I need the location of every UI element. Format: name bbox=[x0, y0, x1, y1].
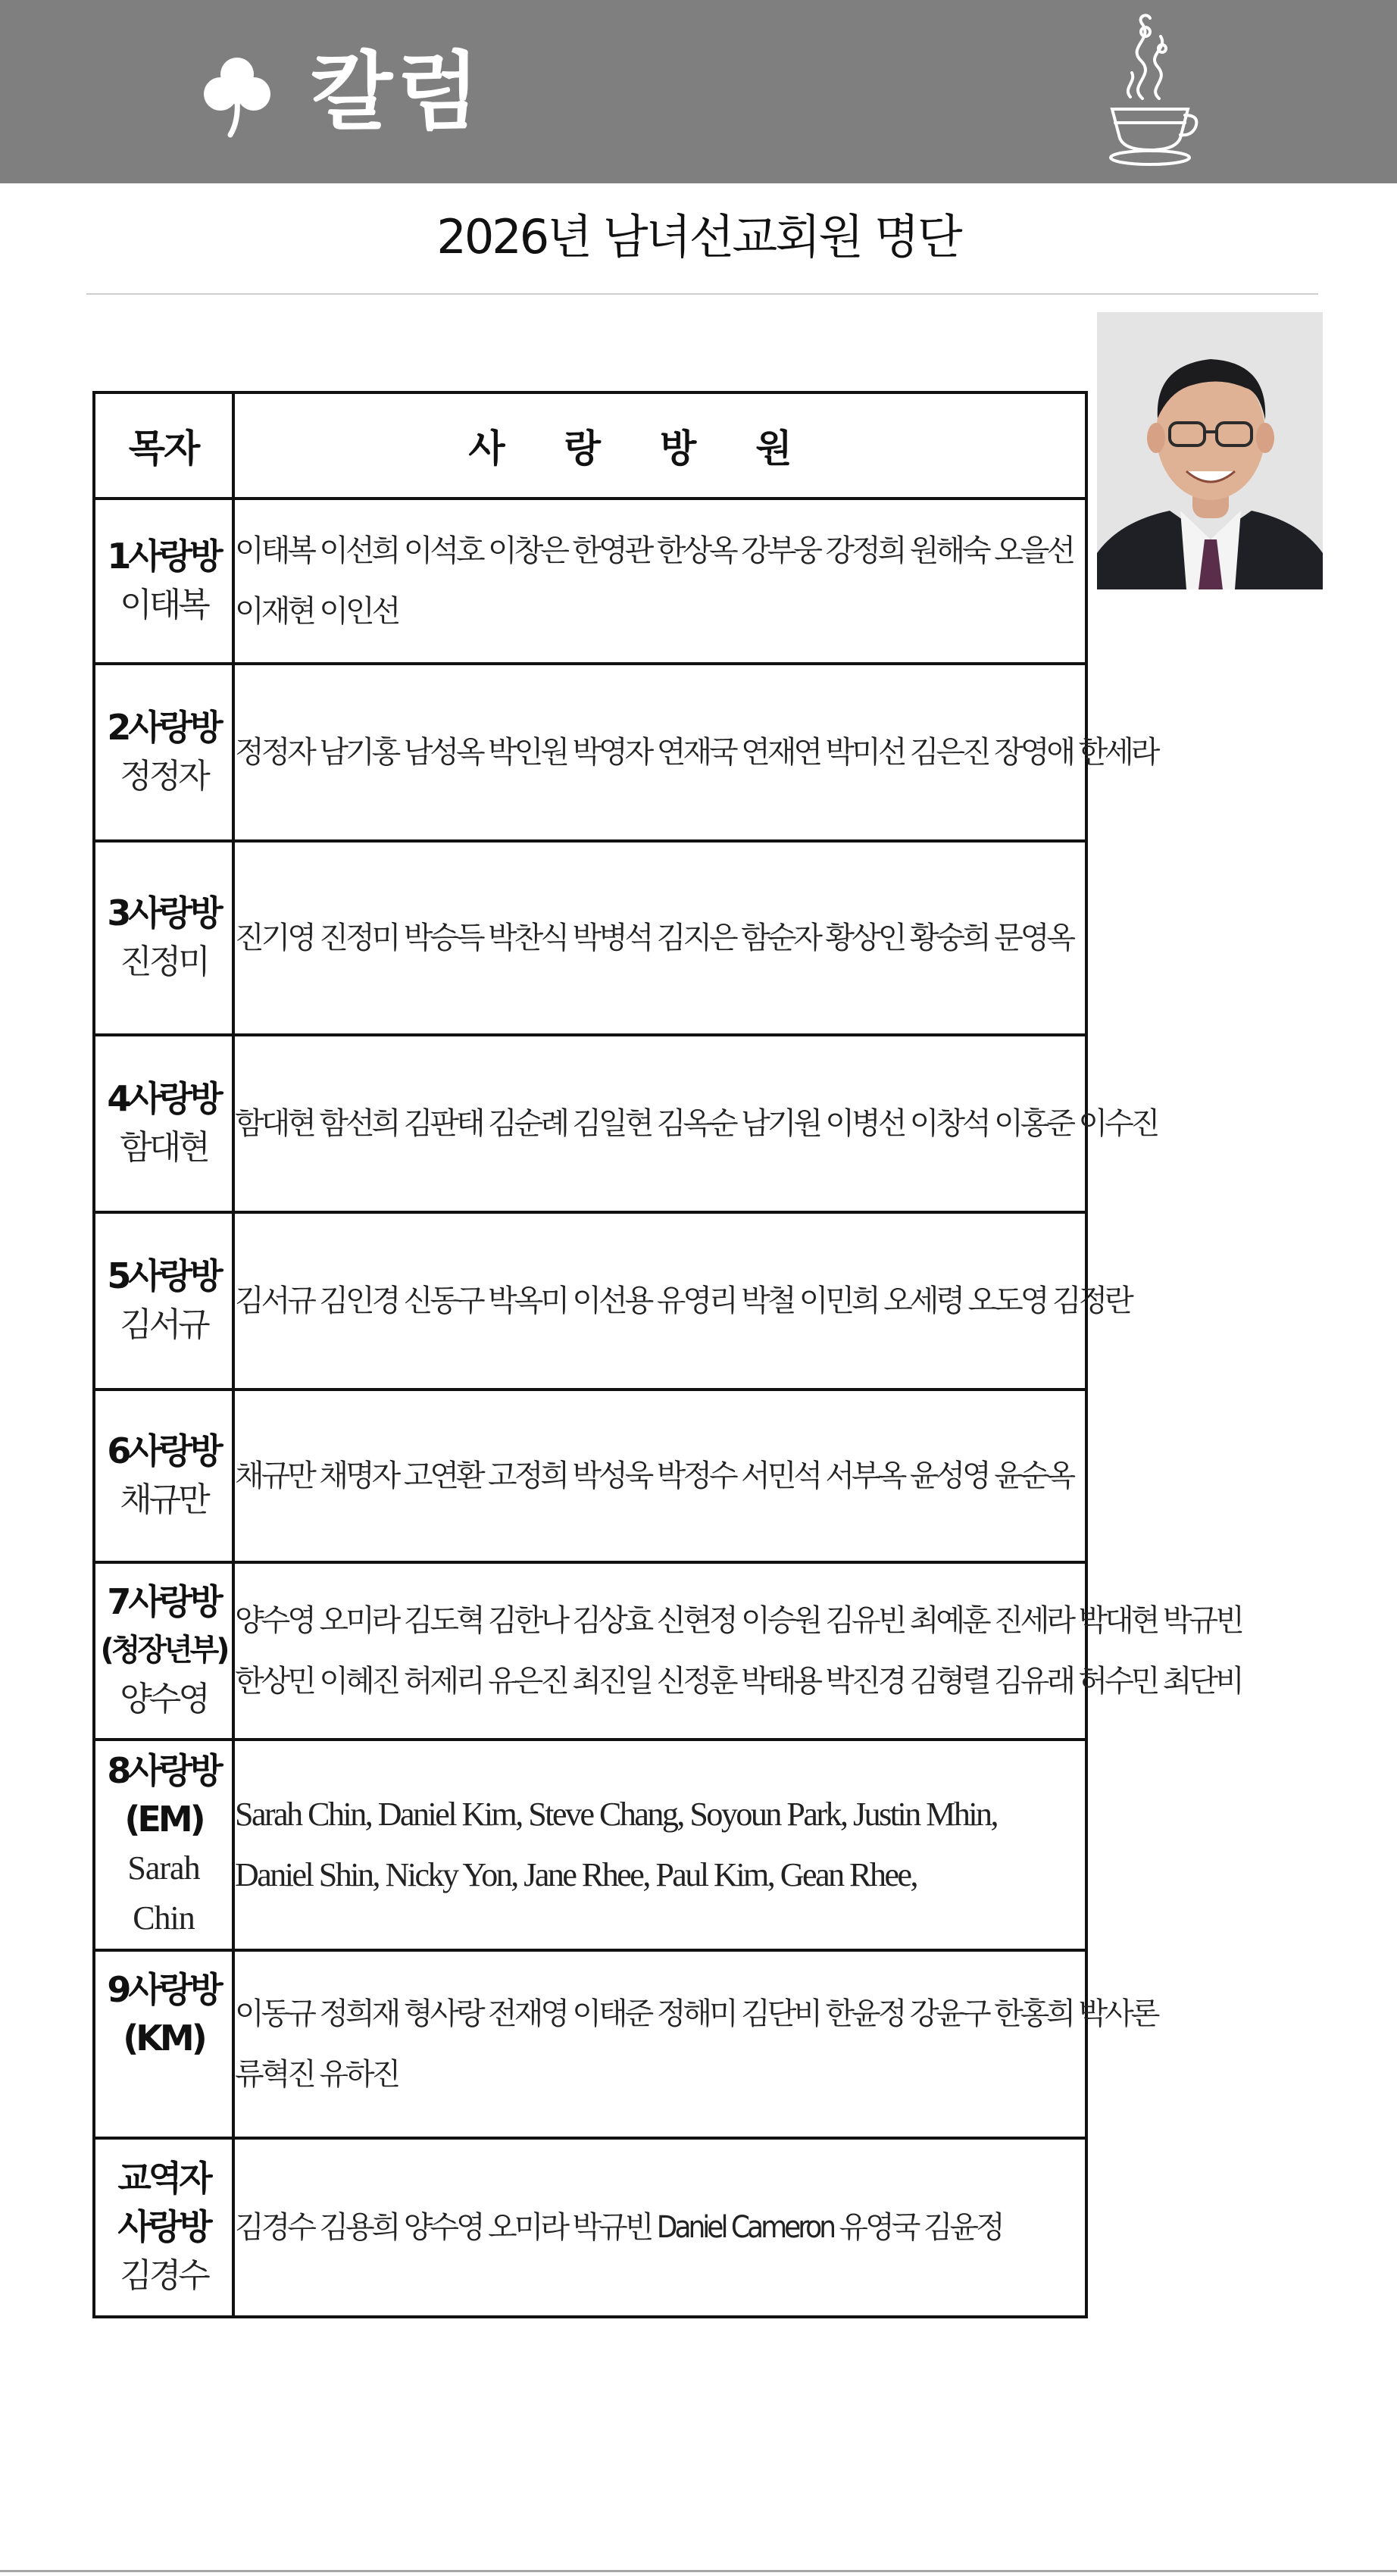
member-list: 함대현 함선희 김판태 김순례 김일현 김옥순 남기원 이병선 이창석 이홍준 이수진 bbox=[235, 1106, 1158, 1141]
group-cell bbox=[94, 1950, 233, 2138]
group-leader: 김경수 bbox=[120, 2256, 208, 2295]
table-row bbox=[94, 1562, 1086, 1740]
group-leader-surname: Chin bbox=[133, 1899, 195, 1937]
table-row bbox=[94, 1390, 1086, 1562]
table-row bbox=[94, 499, 1086, 664]
table-row bbox=[94, 664, 1086, 841]
member-list: 채규만 채명자 고연환 고정희 박성욱 박정수 서민석 서부옥 윤성영 윤순옥 bbox=[235, 1458, 1074, 1493]
member-cell bbox=[233, 1562, 1242, 1740]
group-leader: 양수영 bbox=[120, 1680, 208, 1718]
group-name: 7사랑방 bbox=[107, 1581, 220, 1622]
banner-title: 칼럼 bbox=[311, 43, 484, 142]
member-list: 정정자 남기홍 남성옥 박인원 박영자 연재국 연재연 박미선 김은진 장영애 한세라 bbox=[235, 735, 1158, 770]
member-cell bbox=[233, 1035, 1158, 1212]
member-cell bbox=[233, 841, 1086, 1035]
member-cell bbox=[233, 2138, 1086, 2317]
group-cell bbox=[94, 1740, 233, 1950]
group-cell bbox=[94, 1035, 233, 1212]
member-list: Sarah Chin, Daniel Kim, Steve Chang, Soyoun Park, Justin Mhin, bbox=[235, 1796, 998, 1833]
member-list: 김서규 김인경 신동구 박옥미 이선용 유영리 박철 이민희 오세령 오도영 김정란 bbox=[235, 1283, 1131, 1318]
group-subtitle: (청장년부) bbox=[100, 1633, 227, 1668]
group-name: 교역자 bbox=[117, 2158, 210, 2199]
group-cell bbox=[94, 499, 233, 664]
table-row bbox=[94, 841, 1086, 1035]
group-leader: Sarah bbox=[127, 1849, 200, 1887]
group-leader: 함대현 bbox=[120, 1128, 208, 1167]
title-divider bbox=[86, 293, 1318, 295]
group-leader: 이태복 bbox=[120, 586, 208, 624]
group-name: 4사랑방 bbox=[107, 1078, 220, 1119]
group-cell bbox=[94, 841, 233, 1035]
group-subtitle: (KM) bbox=[123, 2018, 205, 2059]
member-list: 이태복 이선희 이석호 이창은 한영관 한상옥 강부웅 강정희 원해숙 오을선 bbox=[235, 533, 1074, 568]
group-cell bbox=[94, 1562, 233, 1740]
table-header-row bbox=[94, 392, 1086, 499]
page-bottom-divider bbox=[0, 2570, 1397, 2572]
column-banner bbox=[0, 0, 1397, 183]
group-cell bbox=[94, 1390, 233, 1562]
header-members: 사랑방원 bbox=[233, 392, 1086, 499]
group-name: 9사랑방 bbox=[107, 1969, 220, 2010]
member-list: Daniel Shin, Nicky Yon, Jane Rhee, Paul Kim, Gean Rhee, bbox=[235, 1856, 917, 1893]
member-list: 진기영 진정미 박승득 박찬식 박병석 김지은 함순자 황상인 황숭희 문영옥 bbox=[235, 921, 1074, 955]
header-pastor: 목자 bbox=[94, 392, 233, 499]
roster-table bbox=[92, 391, 1242, 2318]
table-row bbox=[94, 1740, 1086, 1950]
group-leader: 진정미 bbox=[120, 943, 208, 981]
group-subtitle: 사랑방 bbox=[117, 2206, 210, 2247]
member-list: 양수영 오미라 김도혁 김한나 김상효 신현정 이승원 김유빈 최예훈 진세라 박대현 박규빈 bbox=[235, 1603, 1242, 1638]
group-cell bbox=[94, 1212, 233, 1390]
table-row bbox=[94, 1950, 1086, 2138]
group-leader: 정정자 bbox=[120, 757, 208, 796]
member-cell bbox=[233, 499, 1086, 664]
member-list: 김경수 김용희 양수영 오미라 박규빈 Daniel Cameron 유영국 김윤정 bbox=[235, 2210, 1002, 2245]
group-leader: 채규만 bbox=[120, 1480, 208, 1519]
table-row bbox=[94, 2138, 1086, 2317]
group-name: 3사랑방 bbox=[107, 893, 220, 933]
group-name: 1사랑방 bbox=[107, 536, 220, 577]
table-row bbox=[94, 1035, 1086, 1212]
pastor-photo bbox=[1097, 312, 1323, 589]
member-list: 이재현 이인선 bbox=[235, 594, 398, 629]
group-subtitle: (EM) bbox=[124, 1799, 203, 1840]
member-cell bbox=[233, 664, 1158, 841]
clover-icon bbox=[203, 55, 271, 138]
group-cell bbox=[94, 2138, 233, 2317]
member-cell bbox=[233, 1950, 1158, 2138]
group-name: 2사랑방 bbox=[107, 707, 220, 748]
member-cell bbox=[233, 1740, 1086, 1950]
steaming-cup-icon bbox=[1097, 9, 1203, 172]
group-name: 6사랑방 bbox=[107, 1430, 220, 1471]
member-list: 류혁진 유하진 bbox=[235, 2057, 398, 2092]
group-cell bbox=[94, 664, 233, 841]
member-list: 한상민 이혜진 허제리 유은진 최진일 신정훈 박태용 박진경 김형렬 김유래 허수민 최단비 bbox=[235, 1664, 1242, 1699]
table-row bbox=[94, 1212, 1086, 1390]
member-cell bbox=[233, 1390, 1086, 1562]
member-list: 이동규 정희재 형사랑 전재영 이태준 정해미 김단비 한윤정 강윤구 한홍희 박사론 bbox=[235, 1996, 1158, 2031]
document-title: 2026년 남녀선교회원 명단 bbox=[436, 209, 961, 264]
group-name: 8사랑방 bbox=[107, 1750, 220, 1791]
group-name: 5사랑방 bbox=[107, 1255, 220, 1296]
group-leader: 김서규 bbox=[120, 1305, 208, 1344]
member-cell bbox=[233, 1212, 1131, 1390]
